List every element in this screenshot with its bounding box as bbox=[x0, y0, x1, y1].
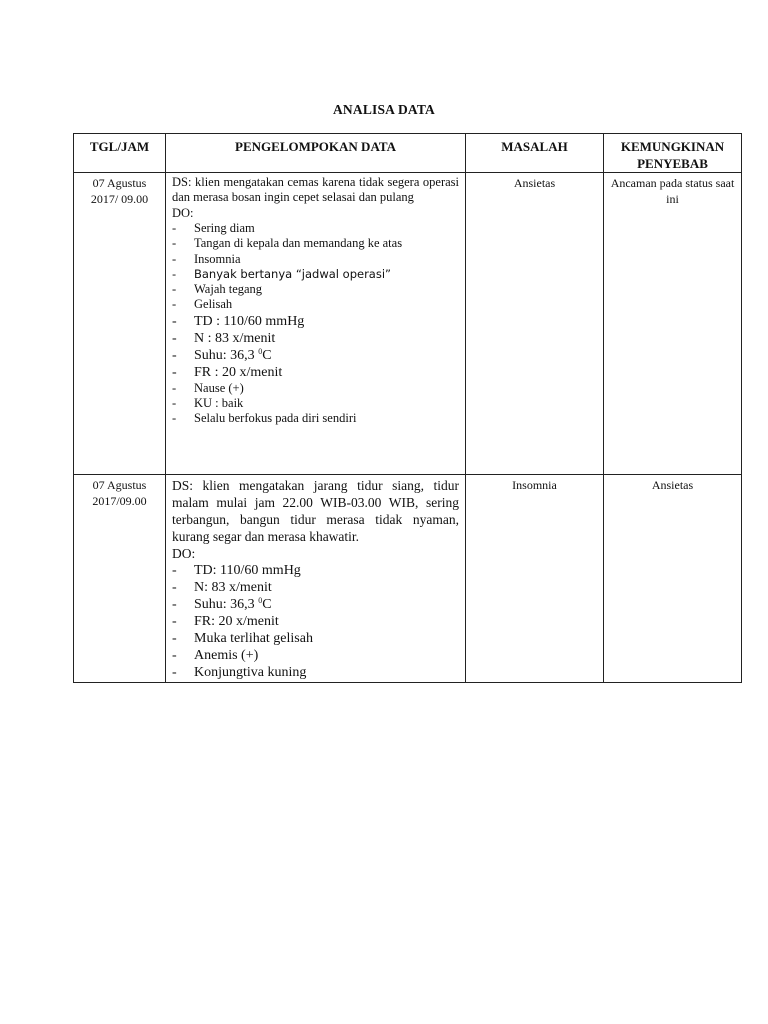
analysis-table bbox=[73, 133, 742, 683]
list-item: - Nause (+) bbox=[172, 381, 459, 396]
list-item: - Tangan di kepala dan memandang ke atas bbox=[172, 236, 459, 251]
list-item: - N: 83 x/menit bbox=[172, 579, 459, 596]
temperature-unit: C bbox=[262, 347, 272, 363]
list-item bbox=[172, 347, 459, 364]
document-title: ANALISA DATA bbox=[332, 102, 436, 117]
header-data: PENGELOMPOKAN DATA bbox=[166, 134, 466, 173]
subjective-data: DS: klien mengatakan cemas karena tidak segera operasi dan merasa bosan ingin cepet selasai dan pulang bbox=[172, 175, 459, 204]
list-item: - N : 83 x/menit bbox=[172, 330, 459, 347]
list-item: - Gelisah bbox=[172, 297, 459, 312]
row-data bbox=[166, 173, 466, 475]
list-item: - Anemis (+) bbox=[172, 647, 459, 664]
degree-mark: 0 bbox=[258, 596, 263, 605]
list-item: - TD: 110/60 mmHg bbox=[172, 562, 459, 579]
row-cause: Ansietas bbox=[604, 475, 742, 683]
list-item: - Wajah tegang bbox=[172, 282, 459, 297]
list-item: - Muka terlihat gelisah bbox=[172, 630, 459, 647]
temperature-value: Suhu: 36,3 bbox=[194, 597, 259, 612]
list-item: - Sering diam bbox=[172, 221, 459, 236]
list-item: - Banyak bertanya “jadwal operasi” bbox=[172, 267, 459, 282]
list-item: - KU : baik bbox=[172, 396, 459, 411]
header-problem: MASALAH bbox=[466, 134, 604, 173]
row-date: 07 Agustus 2017/ 09.00 bbox=[74, 173, 166, 475]
list-item: - TD : 110/60 mmHg bbox=[172, 313, 459, 330]
objective-data-label: DO: bbox=[172, 546, 196, 561]
degree-mark: 0 bbox=[258, 346, 263, 356]
header-date: TGL/JAM bbox=[74, 134, 166, 173]
list-item: - FR: 20 x/menit bbox=[172, 613, 459, 630]
list-item: - FR : 20 x/menit bbox=[172, 364, 459, 381]
row-problem: Ansietas bbox=[466, 173, 604, 475]
table-header-row bbox=[74, 134, 742, 173]
row-date: 07 Agustus 2017/09.00 bbox=[74, 475, 166, 683]
row-cause: Ancaman pada status saat ini bbox=[604, 173, 742, 475]
table-row bbox=[74, 173, 742, 475]
list-item: - Insomnia bbox=[172, 252, 459, 267]
temperature-value: Suhu: 36,3 bbox=[194, 347, 259, 363]
objective-data-list bbox=[172, 562, 459, 681]
temperature-unit: C bbox=[262, 597, 272, 612]
list-item: - Selalu berfokus pada diri sendiri bbox=[172, 411, 459, 426]
row-problem: Insomnia bbox=[466, 475, 604, 683]
table-row bbox=[74, 475, 742, 683]
list-item: - Konjungtiva kuning bbox=[172, 664, 459, 681]
objective-data-label: DO: bbox=[172, 206, 194, 220]
list-item bbox=[172, 596, 459, 613]
subjective-data: DS: klien mengatakan jarang tidur siang, tidur malam mulai jam 22.00 WIB-03.00 WIB, sering terbangun, bangun tidur merasa tidak nyaman, kurang segar dan merasa khawatir. bbox=[172, 478, 459, 544]
objective-data-list bbox=[172, 221, 459, 427]
row-data bbox=[166, 475, 466, 683]
header-cause: KEMUNGKINAN PENYEBAB bbox=[604, 134, 742, 173]
